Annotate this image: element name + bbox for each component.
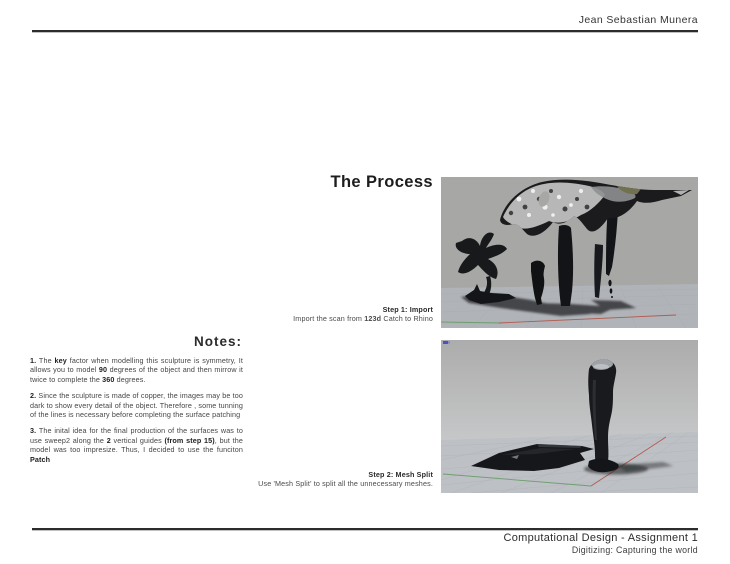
drip-2 — [610, 288, 613, 293]
figure-scan-import — [441, 177, 698, 328]
author-name: Jean Sebastian Munera — [578, 14, 698, 26]
step1-description: Import the scan from 123d Catch to Rhino — [293, 314, 433, 324]
header-rule — [32, 30, 698, 32]
step2-title: Step 2: Mesh Split — [368, 470, 433, 479]
step2-description: Use 'Mesh Split' to split all the unnecessary meshes. — [258, 479, 433, 489]
rhino-viewport-scan-import — [441, 177, 698, 328]
figure-mesh-split — [441, 340, 698, 493]
note-item-1: 1. The key factor when modelling this sculpture is symmetry, It allows you to model 90 degrees of the object and then mirrow it twice to complete the 360 degrees. — [30, 356, 243, 384]
drip-3 — [611, 296, 613, 298]
note-item-3: 3. The inital idea for the final production of the surfaces was to use sweep2 along the 2 vertical guides (from step 15), but the model was too impresize. Thus, I decided to use the funciton Patch — [30, 426, 243, 464]
notes-section — [30, 356, 243, 471]
footer — [503, 532, 698, 556]
course-title: Computational Design - Assignment 1 — [503, 532, 698, 544]
drip-1 — [608, 280, 611, 286]
page-title: The Process — [330, 173, 433, 191]
long-strip-fragment — [558, 225, 573, 306]
rhino-viewport-mesh-split — [441, 340, 698, 493]
step1-title: Step 1: Import — [382, 305, 433, 314]
notes-heading: Notes: — [194, 334, 243, 349]
footer-rule — [32, 528, 698, 530]
note-item-2: 2. Since the sculpture is made of copper, the images may be too dark to show every detail of the object. Therefore , some tunning of the lines is necessary before completing the surface patching — [30, 391, 243, 420]
step2-caption — [223, 470, 433, 488]
viewport2-background — [441, 340, 698, 440]
course-subtitle: Digitizing: Capturing the world — [571, 545, 698, 555]
step1-caption — [223, 305, 433, 323]
